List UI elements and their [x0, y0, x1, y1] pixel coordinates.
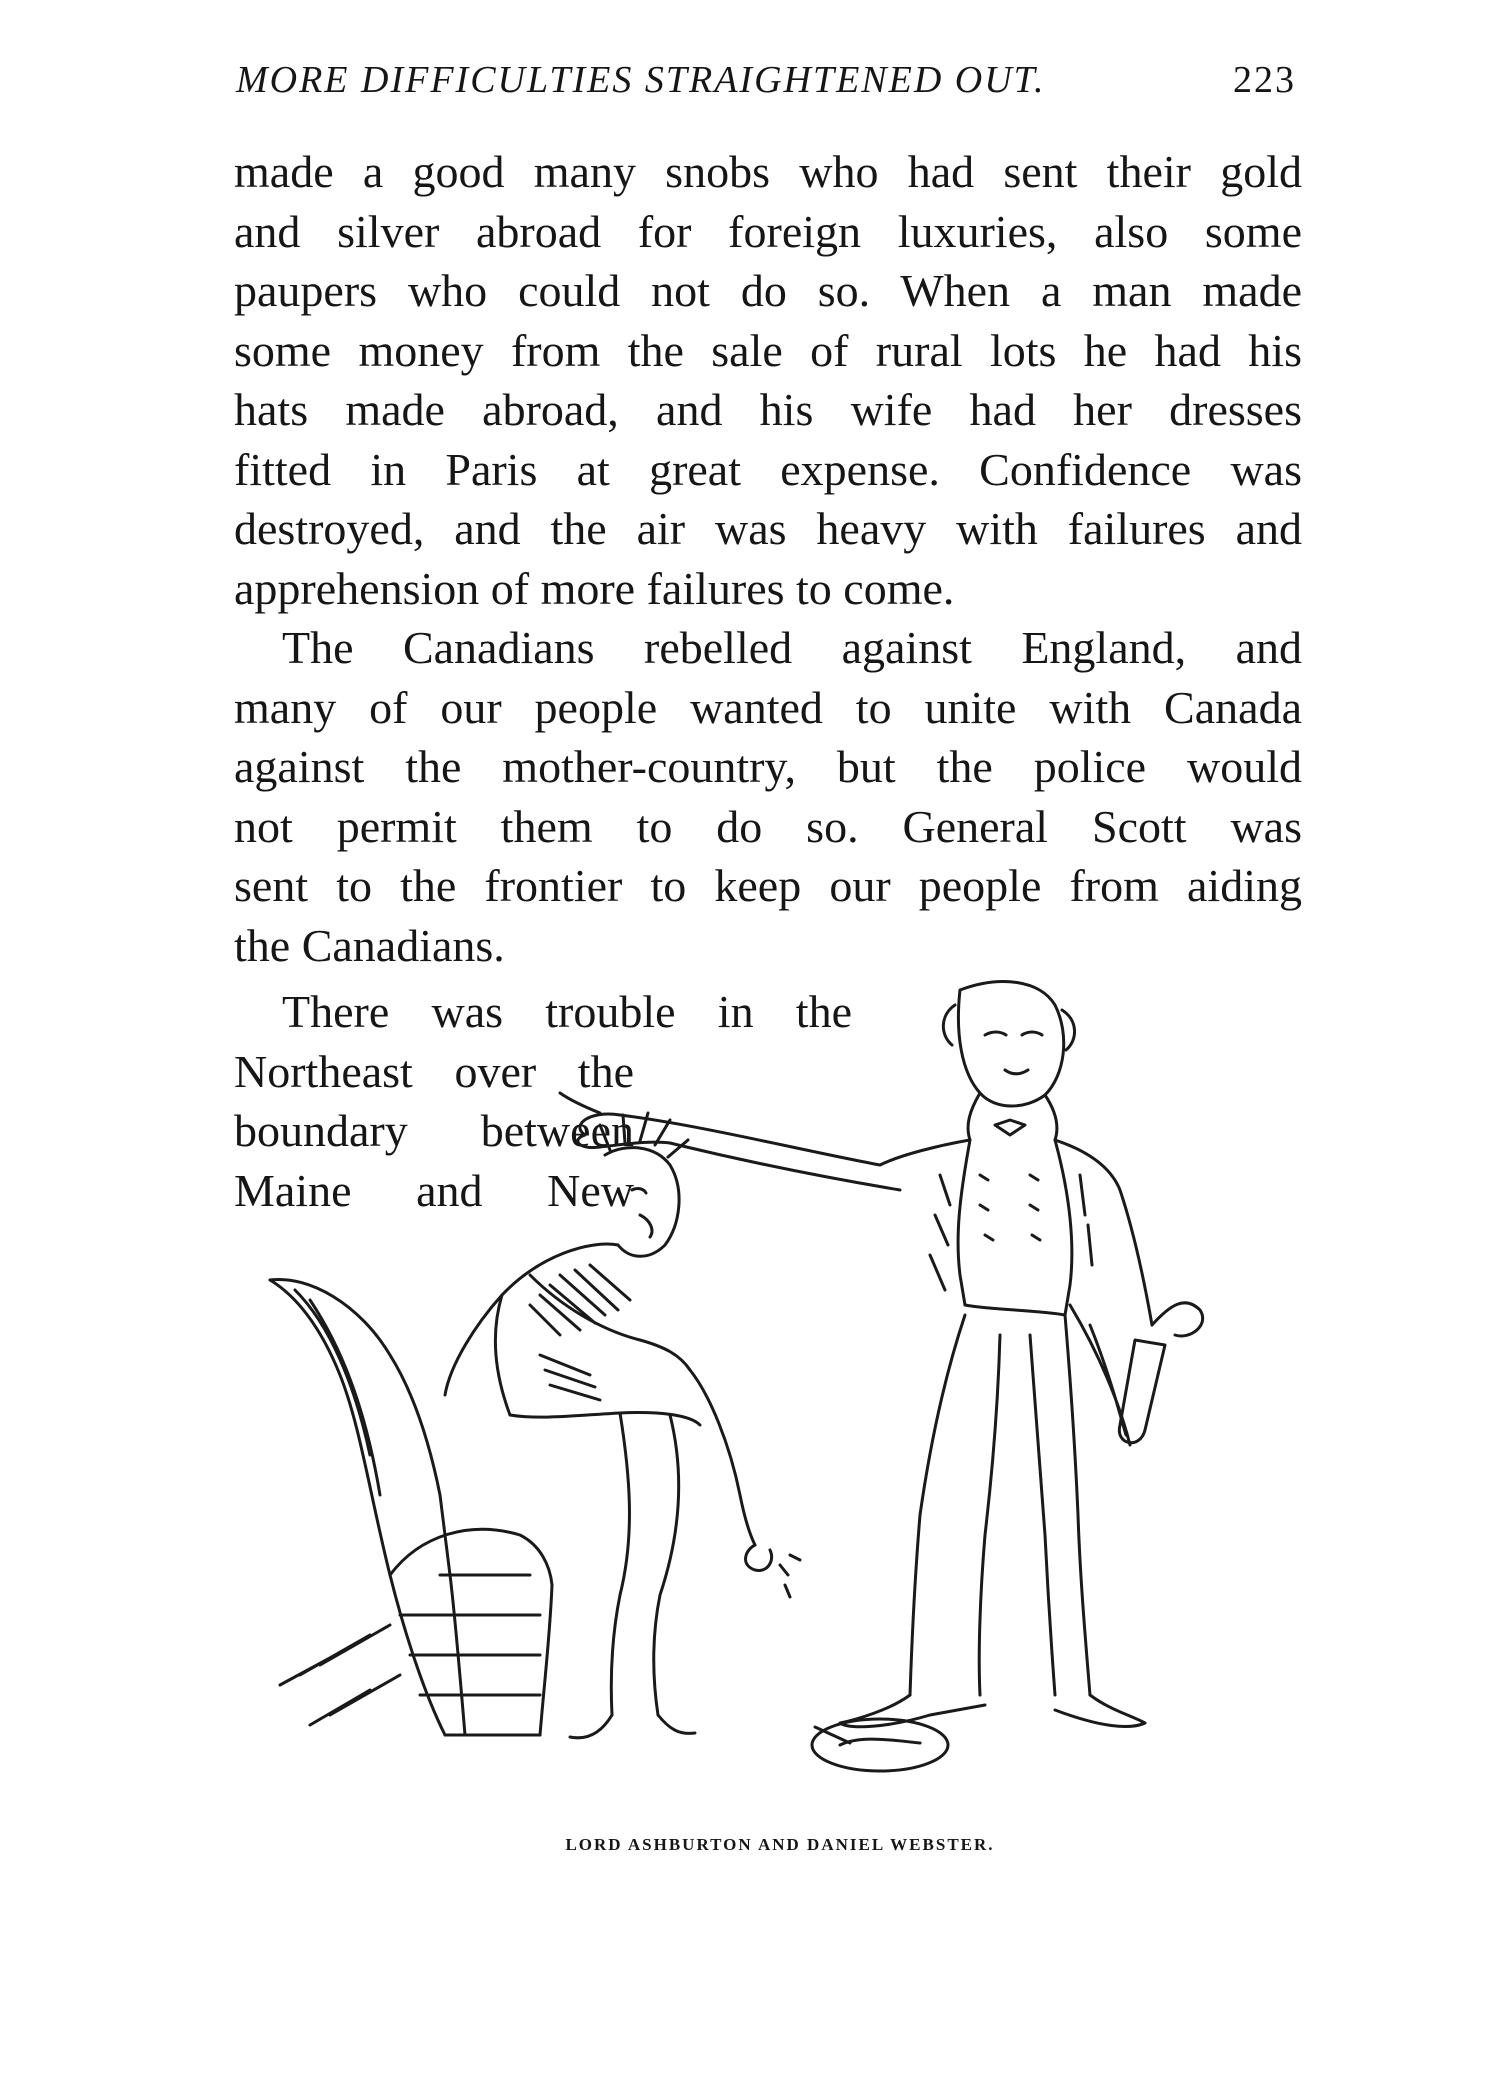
text-line: paupers who could not do so. When a man made: [234, 265, 1302, 316]
text-line: There was trouble in the: [282, 986, 852, 1037]
text-line: boundary between: [234, 1105, 634, 1156]
text-line: fitted in Paris at great expense. Confidence was: [234, 443, 1302, 495]
text-line: destroyed, and the air was heavy with failures and: [234, 503, 1302, 554]
armchair-drawing: [270, 1279, 552, 1735]
text-line: not permit them to do so. General Scott was: [234, 800, 1302, 852]
text-line: and silver abroad for foreign luxuries, also some: [234, 205, 1302, 257]
text-line: some money from the sale of rural lots he had his: [234, 324, 1302, 376]
running-head: [236, 58, 1306, 106]
seated-figure-drawing: [445, 1113, 800, 1738]
figure-caption: LORD ASHBURTON AND DANIEL WEBSTER.: [565, 1835, 995, 1854]
text-line: made a good many snobs who had sent their gold: [234, 146, 1302, 197]
text-line: the Canadians.: [234, 919, 505, 971]
text-line: Northeast over the: [234, 1045, 634, 1097]
text-line: apprehension of more failures to come.: [234, 562, 955, 614]
text-line: hats made abroad, and his wife had her dresses: [234, 384, 1302, 435]
text-line: sent to the frontier to keep our people from aiding: [234, 860, 1302, 911]
body-text: [234, 142, 1302, 975]
page-number: 223: [1233, 59, 1296, 101]
text-line: The Canadians rebelled against England, and: [282, 622, 1302, 673]
text-line: Maine and New: [234, 1164, 634, 1216]
paragraph-2: [234, 618, 1302, 975]
running-title: MORE DIFFICULTIES STRAIGHTENED OUT.: [236, 59, 1046, 101]
illustration: [240, 975, 1300, 1785]
text-line: many of our people wanted to unite with Canada: [234, 681, 1302, 733]
text-line: against the mother-country, but the police would: [234, 741, 1302, 792]
paragraph-1: [234, 142, 1302, 618]
